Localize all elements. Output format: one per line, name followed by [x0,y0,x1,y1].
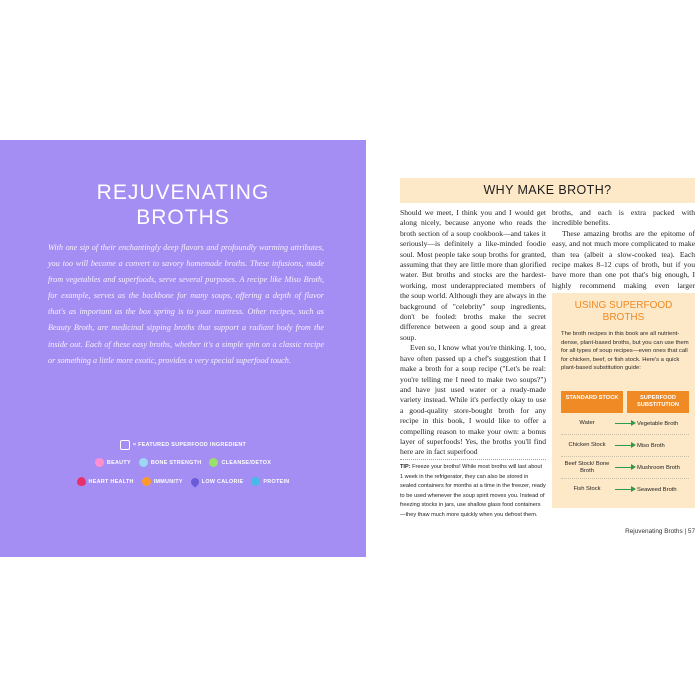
legend-featured-label: = FEATURED SUPERFOOD INGREDIENT [132,442,247,448]
protein-icon [251,477,260,486]
row-to: Seaweed Broth [637,486,677,493]
chapter-intro: With one sip of their enchantingly deep flavors and profoundly warming attributes, you too will become a convert to savory homemade broths. These infusions, made from vegetables and superfoods, serve several purposes. A recipe like Miso Broth, for example, serves as the backbone for many soups, offering a depth of flavor that's as important as the box spring is to your mattress. Other recipes, such as Beauty Broth, are medicinal sipping broths that support a radiant body from the inside out. Each of these easy broths, whether it's a simple spin on a classic recipe or something a little more exotic, provides a very special superfood touch. [48,243,324,365]
table-row [561,479,689,500]
row-from: Chicken Stock [568,442,606,448]
sidebar-title-line2: BROTHS [602,312,645,323]
header-standard-stock: STANDARD STOCK [561,391,623,413]
legend-heart-health: HEART HEALTH [88,478,134,485]
legend-low-calorie: LOW CALORIE [201,478,244,485]
heart-health-icon [77,477,86,486]
chapter-title-line2: BROTHS [136,206,230,229]
body-paragraph: Even so, I know what you're thinking. I, too, have often passed up a chef's suggestion that I make a broth for a soup recipe ("Let's be real: you're telling me I need to make two soups?") and have just used water or a ready-made variety instead. While it's perfectly okay to use a good-quality store-bought broth for any recipe in this book, I would like to offer a compelling reason to make your own: a bonus layer of superfoods! Yes, the broths you'll find here are in fact superfood [400,343,546,457]
row-to: Vegetable Broth [637,420,679,427]
arrow-right-icon [613,442,637,449]
legend-featured [0,440,366,450]
chapter-title-line1: REJUVENATING [96,181,270,204]
body-paragraph: Should we meet, I think you and I would get along nicely, because anyone who reads the broth section of a soup cookbook—and takes it seriously—is definitely a like-minded foodie soul. Most people take soup broths for granted, assuming that they are little more than glorified water. But broths and stocks are the hardest-working, most underappreciated members of the soup world. Although they are always in the background of "celebrity" soup ingredients, don't be fooled: broths make the secret difference between a good soup and a great soup. [400,208,546,342]
low-calorie-icon [189,476,200,487]
tip-box [400,459,546,521]
sidebar-title-line1: USING SUPERFOOD [574,300,673,311]
table-row [561,435,689,457]
legend-row-1 [0,458,366,467]
legend-row-2 [0,477,366,486]
body-column-1 [400,208,546,458]
body-column-2 [552,208,695,302]
immunity-icon [142,477,151,486]
bone-strength-icon [139,458,148,467]
sidebar-text: The broth recipes in this book are all nutrient-dense, plant-based broths, but you can use them for all types of soup recipes—even ones that call for chicken, beef, or fish stock. Here's a quick plant-based substitution guide: [561,331,689,372]
sidebar-title [552,300,695,324]
arrow-right-icon [613,464,637,471]
substitution-table [561,391,689,500]
beauty-icon [95,458,104,467]
table-row [561,457,689,479]
chapter-title [0,180,366,230]
row-from: Fish Stock [573,486,601,492]
legend-cleanse-detox: CLEANSE/DETOX [221,459,272,466]
chapter-opener-panel [0,140,366,557]
row-to: Miso Broth [637,442,665,449]
header-superfood-substitution: SUPERFOOD SUBSTITUTION [627,391,689,413]
tip-text: Freeze your broths! While most broths will last about 1 week in the refrigerator, they can also be stored in sealed containers for months at a time in the freezer, ready to be used whenever the soup spirit moves you. Instead of freezing stocks in jars, use shallow glass food containers—they thaw much more quickly when you defrost them. [400,464,546,518]
substitution-table-header [561,391,689,413]
section-title: WHY MAKE BROTH? [483,183,612,197]
featured-ingredient-icon [120,440,130,450]
table-row [561,413,689,435]
page-footer: Rejuvenating Broths | 57 [625,528,695,535]
arrow-right-icon [613,420,637,427]
legend-immunity: IMMUNITY [153,478,183,485]
row-from: Water [579,420,595,426]
body-paragraph: These amazing broths are the epitome of easy, and not much more complicated to make than tea (albeit a slow-cooked tea). Each recipe makes 8–12 cups of broth, but if you have more than one pot that's big enough, I highly recommend making even larger [552,228,695,290]
row-to: Mushroom Broth [637,464,680,471]
legend-protein: PROTEIN [263,478,290,485]
body-paragraph: broths, and each is extra packed with incredible benefits. [552,208,695,228]
legend-beauty: BEAUTY [106,459,131,466]
legend-bone-strength: BONE STRENGTH [150,459,202,466]
tip-label: TIP: [400,464,411,470]
arrow-right-icon [613,486,637,493]
cleanse-detox-icon [209,458,218,467]
row-from: Beef Stock/ Bone Broth [564,460,610,474]
